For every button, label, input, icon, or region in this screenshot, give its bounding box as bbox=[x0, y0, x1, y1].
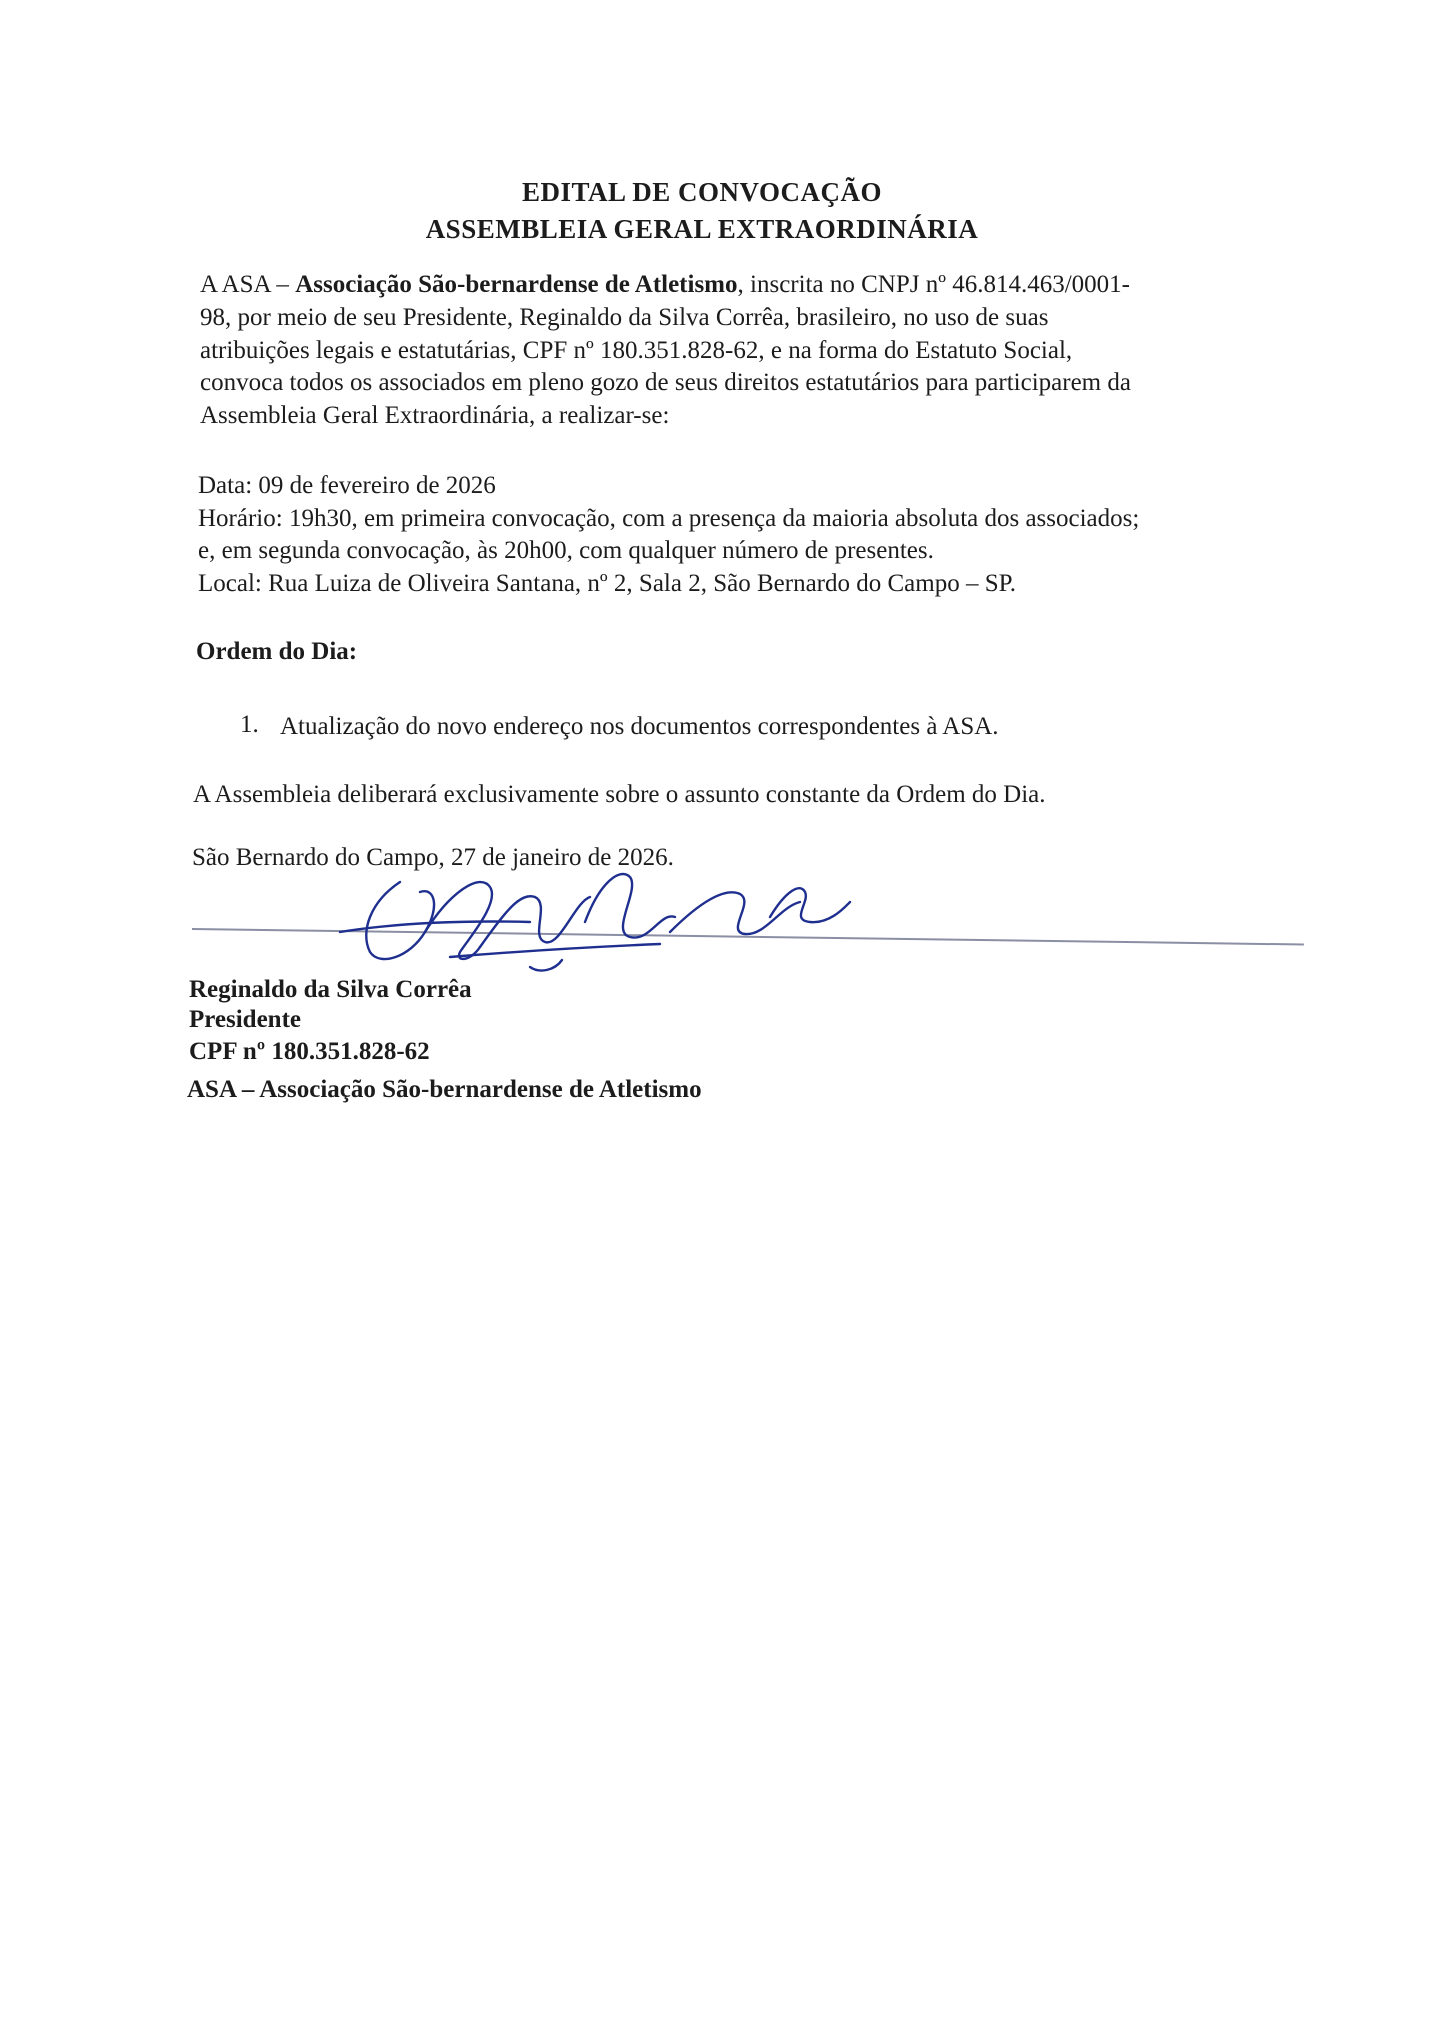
place-date: São Bernardo do Campo, 27 de janeiro de 2026. bbox=[192, 844, 674, 871]
signatory-cpf: CPF nº 180.351.828-62 bbox=[189, 1038, 430, 1065]
meeting-time-line-2: e, em segunda convocação, às 20h00, com qualquer número de presentes. bbox=[198, 537, 934, 564]
agenda-heading: Ordem do Dia: bbox=[196, 638, 358, 665]
agenda-note: A Assembleia deliberará exclusivamente sobre o assunto constante da Ordem do Dia. bbox=[193, 781, 1046, 808]
signatory-name: Reginaldo da Silva Corrêa bbox=[189, 976, 472, 1003]
meeting-date: Data: 09 de fevereiro de 2026 bbox=[198, 472, 496, 499]
intro-line-1-post: , inscrita no CNPJ nº 46.814.463/0001- bbox=[737, 271, 1130, 298]
signatory-role: Presidente bbox=[189, 1006, 302, 1033]
meeting-location: Local: Rua Luiza de Oliveira Santana, nº 2, Sala 2, São Bernardo do Campo – SP. bbox=[198, 570, 1016, 597]
association-name: Associação São-bernardense de Atletismo bbox=[295, 271, 738, 298]
handwritten-signature bbox=[330, 862, 870, 982]
meeting-time-line-1: Horário: 19h30, em primeira convocação, com a presença da maioria absoluta dos associados; bbox=[198, 505, 1140, 532]
agenda-item-number: 1. bbox=[240, 711, 259, 738]
intro-line-1 bbox=[200, 272, 1130, 297]
intro-line-1-pre: A ASA – bbox=[200, 271, 296, 298]
intro-line-3: atribuições legais e estatutárias, CPF nº 180.351.828-62, e na forma do Estatuto Social, bbox=[200, 337, 1073, 364]
document-subtitle: ASSEMBLEIA GERAL EXTRAORDINÁRIA bbox=[425, 214, 979, 244]
signatory-organization: ASA – Associação São-bernardense de Atletismo bbox=[187, 1076, 702, 1103]
document-title: EDITAL DE CONVOCAÇÃO bbox=[522, 177, 882, 207]
intro-line-2: 98, por meio de seu Presidente, Reginaldo da Silva Corrêa, brasileiro, no uso de suas bbox=[200, 304, 1049, 331]
intro-line-5: Assembleia Geral Extraordinária, a realizar-se: bbox=[200, 402, 670, 429]
intro-line-4: convoca todos os associados em pleno gozo de seus direitos estatutários para participarem da bbox=[200, 369, 1131, 396]
agenda-item-text: Atualização do novo endereço nos documentos correspondentes à ASA. bbox=[280, 713, 999, 740]
